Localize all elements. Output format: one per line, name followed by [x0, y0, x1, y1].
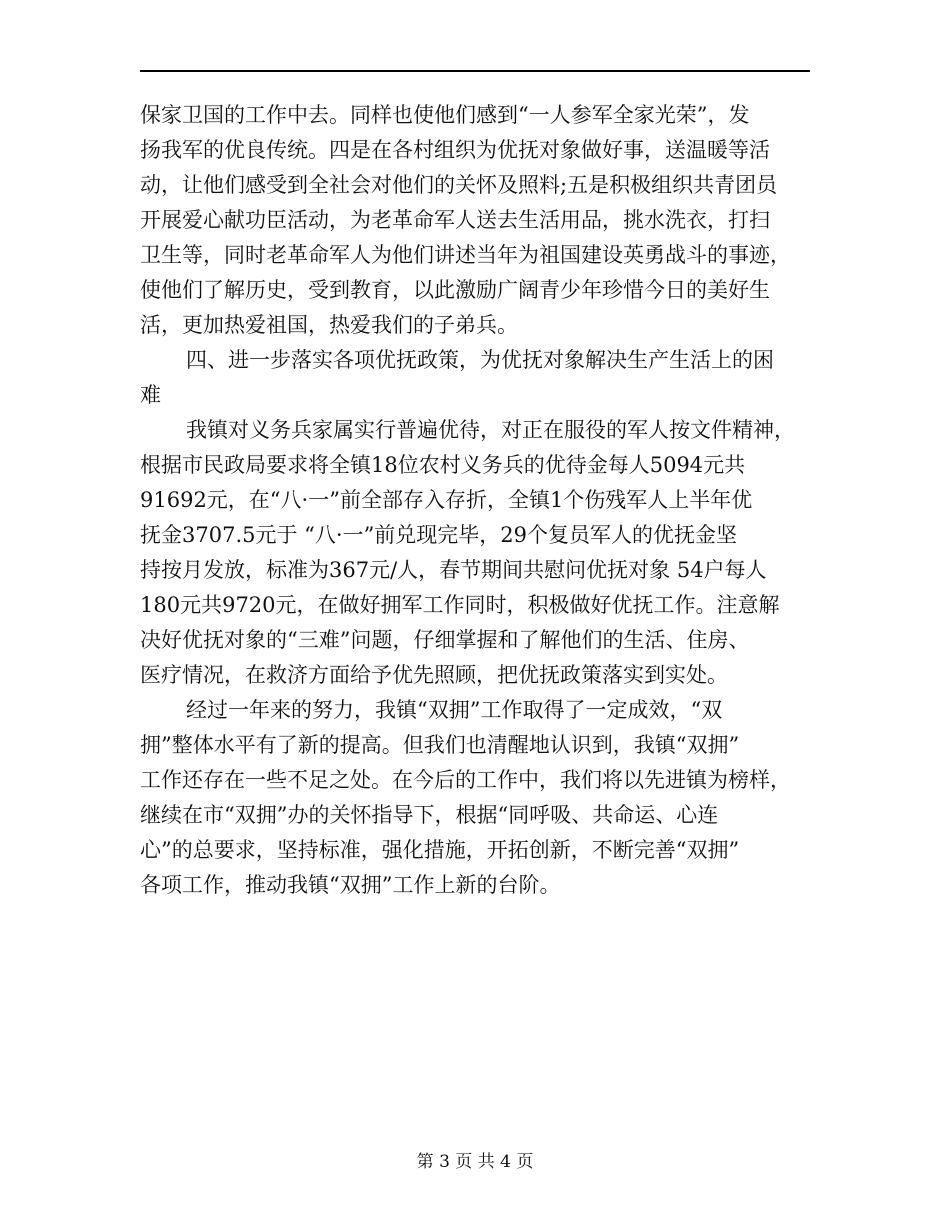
body-text-line: 根据市民政局要求将全镇18位农村义务兵的优待金每人5094元共 [140, 453, 746, 477]
body-text-line: 卫生等，同时老革命军人为他们讲述当年为祖国建设英勇战斗的事迹， [140, 243, 791, 267]
header-rule [140, 70, 810, 72]
body-text-line: 持按月发放，标准为367元/人，春节期间共慰问优抚对象 54户每人 [140, 558, 767, 582]
body-text-line: 医疗情况，在救济方面给予优先照顾，把优抚政策落实到实处。 [140, 663, 728, 687]
paragraph-start-line: 经过一年来的努力，我镇“双拥”工作取得了一定成效，“双 [186, 698, 723, 722]
body-text-line: 180元共9720元，在做好拥军工作同时，积极做好优抚工作。注意解 [140, 593, 780, 617]
body-text-line: 保家卫国的工作中去。同样也使他们感到“一人参军全家光荣”，发 [140, 103, 750, 127]
body-text-line: 活，更加热爱祖国，热爱我们的子弟兵。 [140, 313, 518, 337]
body-text-line: 91692元，在“八·一”前全部存入存折，全镇1个伤残军人上半年优 [140, 488, 753, 512]
body-text-line: 动，让他们感受到全社会对他们的关怀及照料;五是积极组织共青团员 [140, 173, 778, 197]
body-text-line: 各项工作，推动我镇“双拥”工作上新的台阶。 [140, 873, 561, 897]
body-text-line: 使他们了解历史，受到教育，以此激励广阔青少年珍惜今日的美好生 [140, 278, 770, 302]
page-number-footer: 第 3 页 共 4 页 [416, 1152, 534, 1172]
body-text-line: 决好优抚对象的“三难”问题，仔细掌握和了解他们的生活、住房、 [140, 628, 750, 652]
body-text-line: 拥”整体水平有了新的提高。但我们也清醒地认识到，我镇“双拥” [140, 733, 740, 757]
body-text-line: 心”的总要求，坚持标准，强化措施，开拓创新，不断完善“双拥” [140, 838, 740, 862]
body-text-line: 抚金3707.5元于 “八·一”前兑现完毕，29个复员军人的优抚金坚 [140, 523, 738, 547]
body-text-line: 扬我军的优良传统。四是在各村组织为优抚对象做好事，送温暖等活 [140, 138, 770, 162]
section-heading-continuation: 难 [140, 383, 161, 407]
body-text-line: 工作还存在一些不足之处。在今后的工作中，我们将以先进镇为榜样， [140, 768, 791, 792]
body-text-line: 开展爱心献功臣活动，为老革命军人送去生活用品，挑水洗衣，打扫 [140, 208, 770, 232]
body-text-line: 继续在市“双拥”办的关怀指导下，根据“同呼吸、共命运、心连 [140, 803, 719, 827]
paragraph-start-line: 我镇对义务兵家属实行普遍优待，对正在服役的军人按文件精神， [186, 418, 795, 442]
section-heading: 四、进一步落实各项优抚政策，为优抚对象解决生产生活上的困 [186, 348, 774, 372]
document-body [140, 98, 810, 903]
